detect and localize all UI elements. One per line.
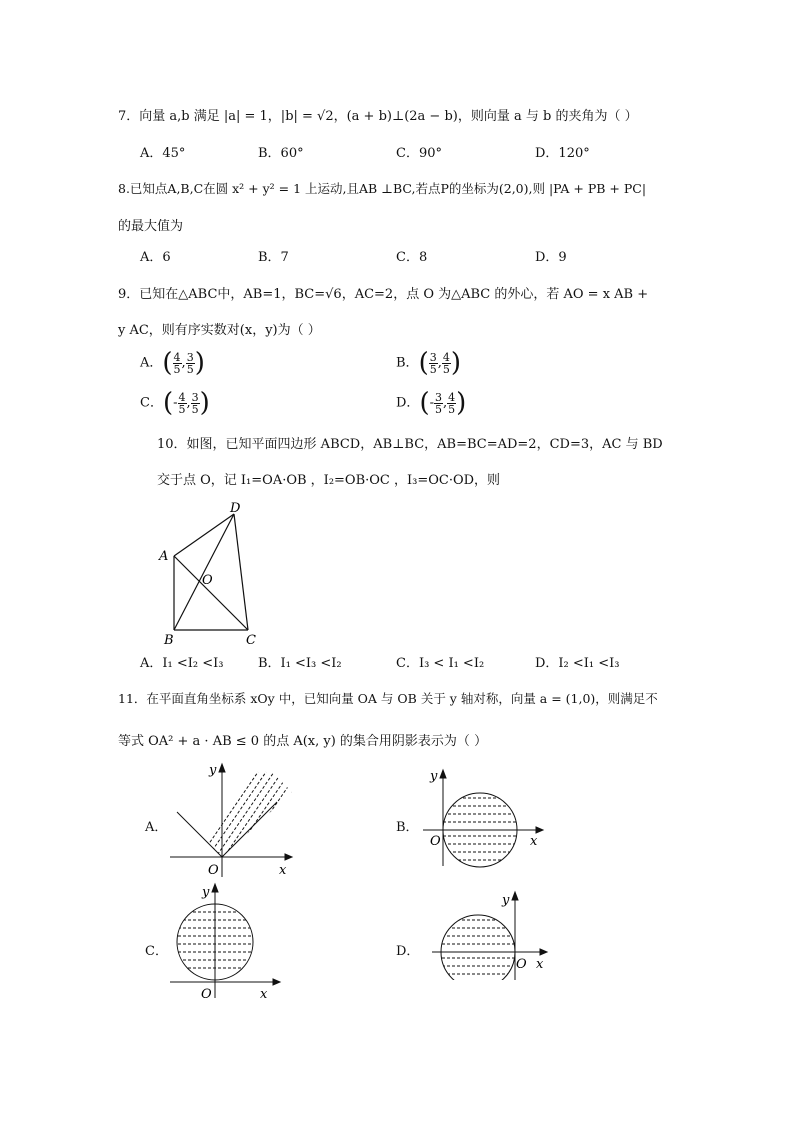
q10-stem-cont: 交于点 O，记 I₁=OA·OB ，I₂=OB·OC ，I₃=OC·OD，则 (157, 473, 501, 488)
q10-option-a: A．I₁ <I₂ <I₃ (140, 656, 224, 671)
q7-option-d: D．120° (535, 146, 590, 161)
q8-option-d: D．9 (535, 250, 567, 265)
q11-option-d-graph (432, 890, 552, 980)
q10-option-c: C．I₃ < I₁ <I₂ (396, 656, 485, 671)
q11-stem: 11．在平面直角坐标系 xOy 中，已知向量 OA 与 OB 关于 y 轴对称，向量 a = (1,0)，则满足不 (118, 691, 658, 706)
axis-label-o: O (516, 957, 527, 972)
x-arrow (536, 827, 543, 833)
q11-option-c-label: C． (145, 944, 168, 959)
option-label: A． (140, 355, 163, 371)
q11-option-a-graph (165, 762, 295, 880)
frac-sign: - (429, 395, 434, 411)
option-label: C． (140, 395, 163, 411)
frac-den: 5 (191, 402, 199, 416)
x-arrow (273, 979, 280, 985)
label-b: B (164, 633, 174, 648)
q10-option-d: D．I₂ <I₁ <I₃ (535, 656, 620, 671)
axis-label-o: O (201, 987, 212, 1002)
q9-stem-cont: y AC，则有序实数对(x，y)为（ ） (118, 323, 321, 338)
q10-stem: 10．如图，已知平面四边形 ABCD，AB⊥BC，AB=BC=AD=2，CD=3，AC 与 BD (157, 437, 663, 452)
option-label: B． (396, 355, 419, 371)
frac-den: 5 (178, 402, 186, 416)
frac-sign: - (173, 395, 178, 411)
axis-label-x: x (536, 957, 544, 972)
label-o: O (202, 573, 213, 588)
label-d: D (230, 501, 241, 516)
q11-option-c-graph (165, 882, 285, 1002)
q9-stem: 9．已知在△ABC中，AB=1，BC=√6，AC=2，点 O 为△ABC 的外心，若 AO = x AB + (118, 287, 649, 302)
q11-option-a-label: A． (145, 820, 168, 835)
q8-stem: 8.已知点A,B,C在圆 x² + y² = 1 上运动,且AB ⊥BC,若点P的坐标为(2,0),则 |PA + PB + PC| (118, 181, 647, 196)
axis-label-y: y (430, 769, 438, 784)
q11-option-b-graph (418, 768, 548, 868)
q9-option-b: B．( $\frac{3}{5}$ , $\frac{4}{5}$ ) (396, 348, 462, 378)
frac-den: 5 (435, 402, 442, 416)
frac-den: 5 (173, 362, 181, 376)
q7-option-b: B．60° (258, 146, 304, 161)
hatching (193, 772, 295, 867)
frac-num: 3 (429, 350, 437, 364)
hatching (438, 798, 528, 860)
region-circle (441, 915, 515, 980)
y-arrow (219, 764, 225, 772)
axis-label-y: y (209, 763, 217, 778)
q9-option-d: D．(- $\frac{3}{5}$ , $\frac{4}{5}$ ) (396, 388, 467, 418)
quadrilateral-figure (150, 500, 280, 650)
q8-option-c: C．8 (396, 250, 428, 265)
q8-option-b: B．7 (258, 250, 289, 265)
diagonal-bd (174, 514, 234, 630)
y-arrow (512, 892, 518, 900)
frac-num: 4 (442, 350, 450, 364)
axis-label-o: O (208, 863, 219, 878)
q7-option-a: A．45° (140, 146, 186, 161)
diagonal-ac (174, 556, 248, 630)
q11-option-d-label: D． (396, 944, 420, 959)
frac-num: 4 (178, 390, 186, 404)
q7-option-c: C．90° (396, 146, 442, 161)
label-a: A (159, 549, 169, 564)
axis-label-x: x (530, 834, 538, 849)
q7-stem: 7．向量 a,b 满足 |a| = 1，|b| = √2，(a + b)⊥(2a − b)，则向量 a 与 b 的夹角为（ ） (118, 109, 638, 124)
axis-label-x: x (260, 987, 268, 1002)
boundary-right (222, 802, 277, 857)
frac-den: 5 (448, 402, 456, 416)
q9-option-c: C．(- $\frac{4}{5}$ , $\frac{3}{5}$ ) (140, 388, 210, 418)
edge-da (174, 514, 234, 556)
q9-option-a: A．( $\frac{4}{5}$ , $\frac{3}{5}$ ) (140, 348, 205, 378)
axis-label-y: y (202, 885, 210, 900)
boundary-left (177, 812, 222, 857)
frac-den: 5 (186, 362, 194, 376)
frac-num: 4 (448, 390, 456, 404)
frac-den: 5 (429, 362, 437, 376)
edge-cd (234, 514, 248, 630)
frac-num: 3 (435, 390, 442, 404)
frac-num: 4 (173, 350, 181, 364)
option-label: D． (396, 395, 420, 411)
frac-den: 5 (442, 362, 450, 376)
x-arrow (540, 949, 547, 955)
axis-label-o: O (430, 834, 441, 849)
axis-label-y: y (502, 893, 510, 908)
y-arrow (440, 770, 446, 778)
q11-option-b-label: B． (396, 820, 419, 835)
frac-num: 3 (191, 390, 199, 404)
q8-option-a: A．6 (140, 250, 171, 265)
q8-stem-cont: 的最大值为 (118, 219, 184, 234)
axis-label-x: x (279, 863, 287, 878)
frac-num: 3 (186, 350, 194, 364)
y-arrow (212, 884, 218, 892)
x-arrow (285, 854, 292, 860)
label-c: C (246, 633, 256, 648)
q10-option-b: B．I₁ <I₃ <I₂ (258, 656, 342, 671)
q11-stem-cont: 等式 OA² + a · AB ≤ 0 的点 A(x, y) 的集合用阴影表示为（ ） (118, 734, 488, 749)
